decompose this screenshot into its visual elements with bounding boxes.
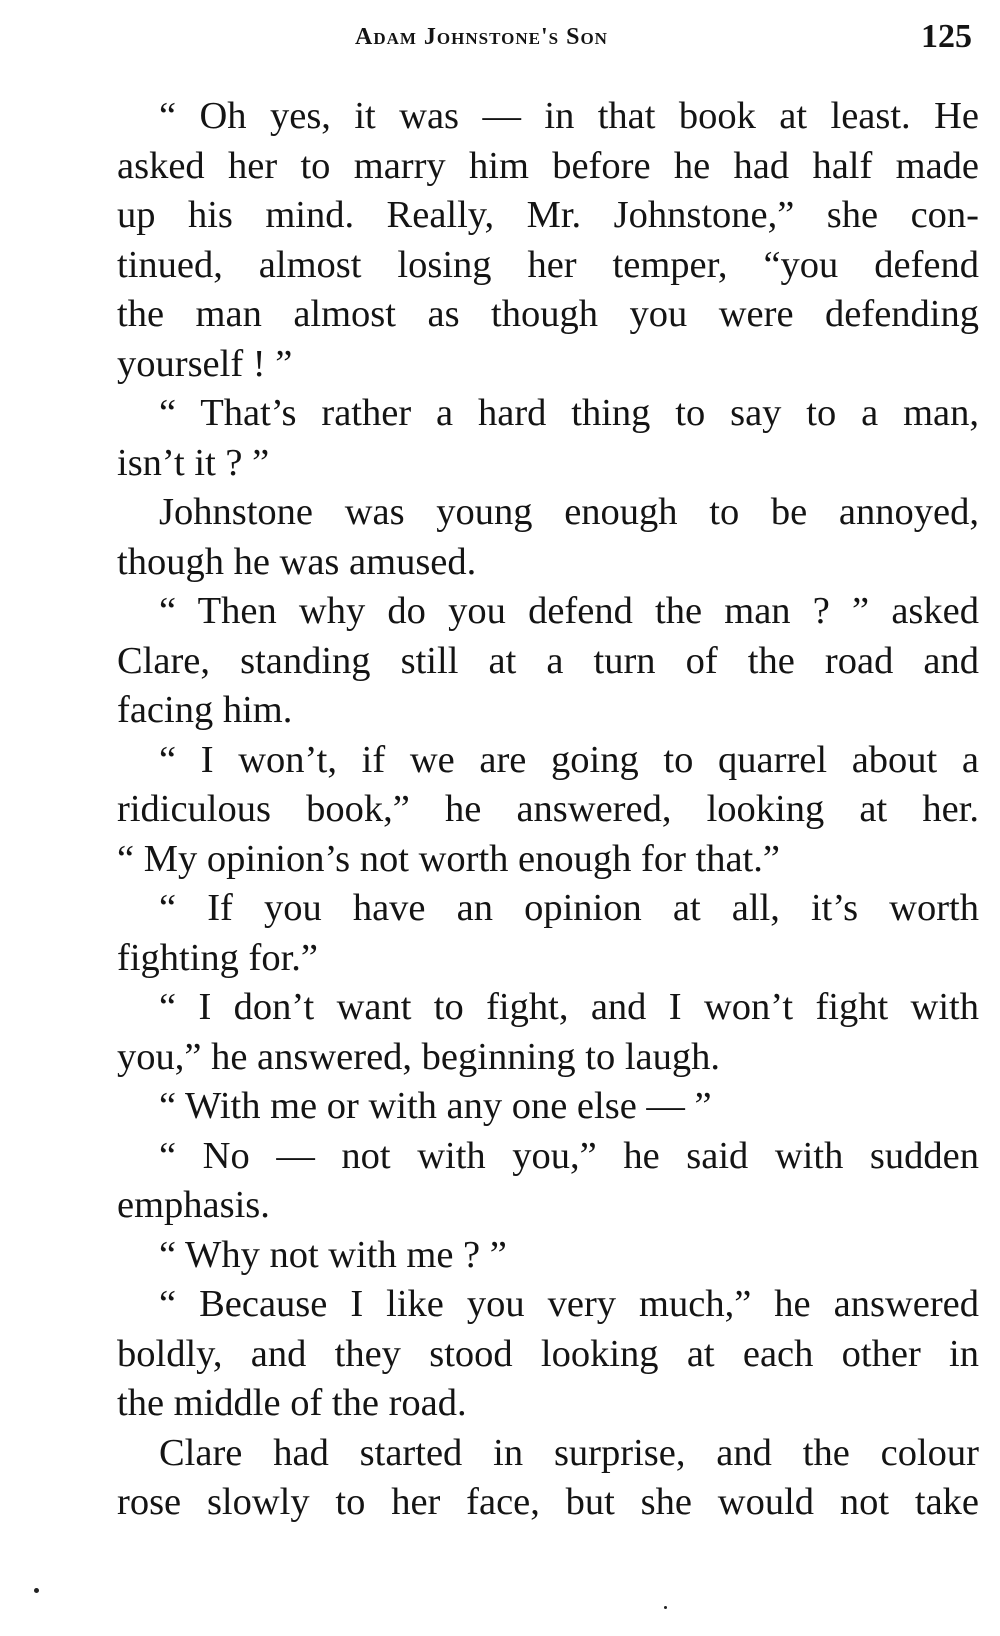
text-line: “ Oh yes, it was — in that book at least. He — [159, 95, 979, 137]
running-head — [0, 18, 1000, 62]
scan-speck — [34, 1588, 39, 1593]
text-line: “ I won’t, if we are going to quarrel about a — [159, 738, 979, 781]
text-line: Johnstone was young enough to be annoyed, — [159, 491, 979, 533]
running-title: Adam Johnstone's Son — [355, 24, 608, 50]
text-line: though he was amused. — [117, 540, 477, 583]
text-line: “ My opinion’s not worth enough for that.” — [117, 837, 780, 880]
text-line: facing him. — [117, 689, 293, 731]
scan-speck — [664, 1606, 667, 1609]
text-line: the middle of the road. — [117, 1382, 467, 1424]
text-line: fighting for.” — [117, 936, 319, 979]
text-line: “ Then why do you defend the man ? ” asked — [159, 590, 979, 632]
text-line: “ I don’t want to fight, and I won’t fight with — [159, 986, 979, 1028]
page-number: 125 — [921, 18, 972, 55]
text-line: “ With me or with any one else — ” — [159, 1085, 712, 1127]
text-line: Clare had started in surprise, and the colour — [159, 1431, 979, 1474]
text-line: “ Because I like you very much,” he answered — [159, 1283, 979, 1325]
text-line: isn’t it ? ” — [117, 441, 270, 484]
text-line: “ No — not with you,” he said with sudden — [159, 1134, 979, 1177]
text-line: ridiculous book,” he answered, looking at her. — [117, 788, 979, 830]
text-line: “ That’s rather a hard thing to say to a man, — [159, 392, 979, 434]
body-text — [117, 92, 979, 1528]
text-line: tinued, almost losing her temper, “you defend — [117, 243, 979, 286]
text-line: emphasis. — [117, 1184, 270, 1226]
text-line: rose slowly to her face, but she would not take — [117, 1481, 979, 1523]
text-line: yourself ! ” — [117, 342, 293, 385]
text-line: “ Why not with me ? ” — [159, 1233, 507, 1276]
text-line: “ If you have an opinion at all, it’s worth — [159, 887, 979, 929]
text-line: asked her to marry him before he had half made — [117, 144, 979, 187]
text-line: boldly, and they stood looking at each other in — [117, 1332, 979, 1375]
text-line: the man almost as though you were defending — [117, 293, 979, 335]
text-line: Clare, standing still at a turn of the road and — [117, 639, 979, 682]
text-line: you,” he answered, beginning to laugh. — [117, 1035, 721, 1078]
text-line: up his mind. Really, Mr. Johnstone,” she con- — [117, 194, 979, 236]
